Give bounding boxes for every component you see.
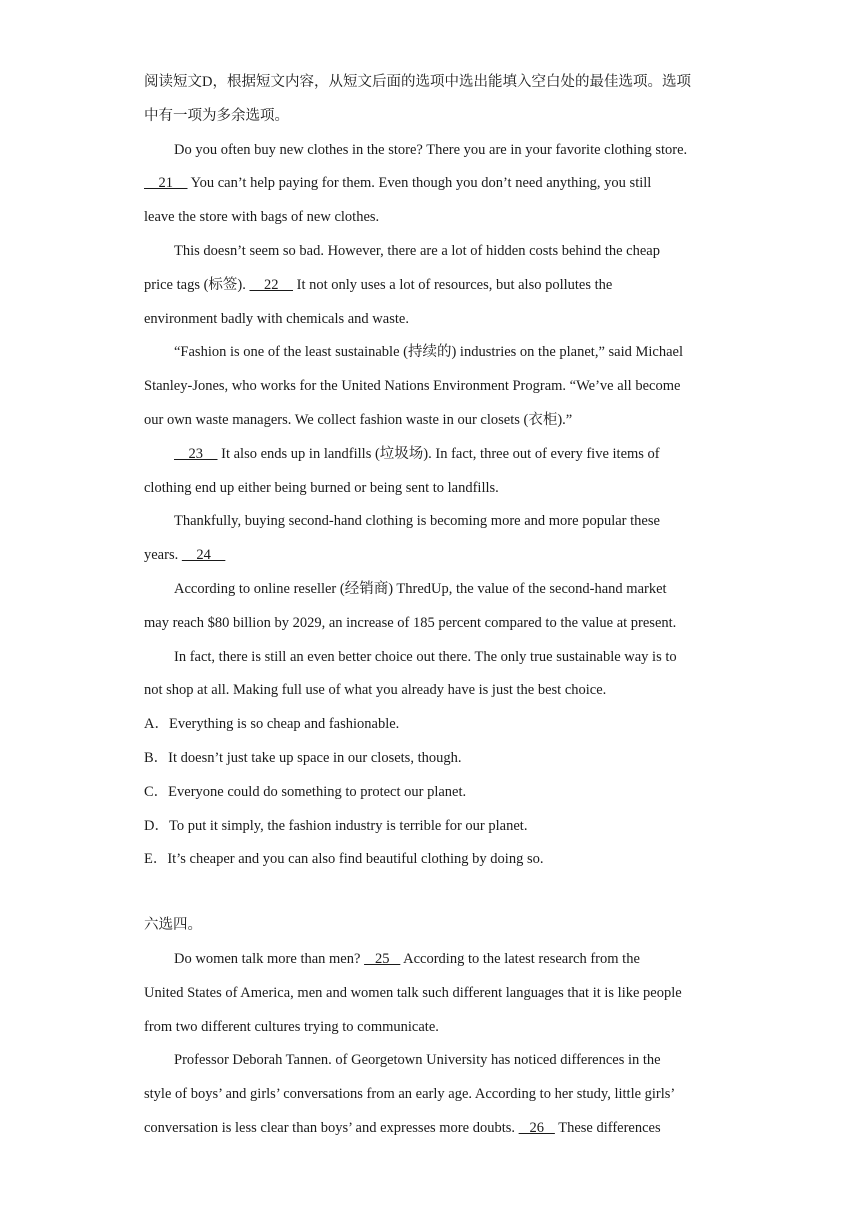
blank-24[interactable]: 24: [181, 547, 226, 564]
paragraph-4: [144, 438, 724, 506]
text-line: [144, 539, 724, 573]
option-a[interactable]: A．Everything is so cheap and fashionable.: [144, 716, 400, 733]
paragraph-6: [144, 573, 724, 641]
instructions: [144, 66, 724, 134]
text-line: environment badly with chemicals and waste.: [144, 310, 409, 327]
text-span: According to the latest research from the: [400, 950, 640, 967]
document-page: [144, 66, 724, 1146]
text-line: Professor Deborah Tannen. of Georgetown University has noticed differences in the: [174, 1052, 661, 1069]
paragraph-5: [144, 505, 724, 573]
text-span: Do women talk more than men?: [174, 950, 365, 967]
blank-22[interactable]: 22: [249, 276, 293, 293]
instruction-line: 阅读短文D，根据短文内容，从短文后面的选项中选出能填入空白处的最佳选项。选项: [144, 74, 691, 90]
paragraph-7: [144, 641, 724, 709]
text-span: You can’t help paying for them. Even though you don’t need anything, you still: [187, 175, 652, 192]
text-span: conversation is less clear than boys’ and expresses more doubts.: [144, 1119, 519, 1136]
text-line: [144, 438, 724, 472]
paragraph-2: [144, 235, 724, 336]
text-line: [144, 269, 724, 303]
text-line: not shop at all. Making full use of what you already have is just the best choice.: [144, 682, 607, 699]
text-line: our own waste managers. We collect fashion waste in our closets (衣柜).”: [144, 411, 573, 428]
option-d[interactable]: D．To put it simply, the fashion industry is terrible for our planet.: [144, 817, 528, 834]
text-line: [144, 943, 724, 977]
text-line: [144, 167, 724, 201]
option-b[interactable]: B．It doesn’t just take up space in our closets, though.: [144, 749, 462, 766]
text-span: These differences: [554, 1119, 661, 1136]
text-line: “Fashion is one of the least sustainable (持续的) industries on the planet,” said Michael: [174, 344, 683, 361]
paragraph-1: [144, 134, 724, 235]
options-list: [144, 708, 724, 877]
option-c[interactable]: C．Everyone could do something to protect our planet.: [144, 783, 467, 800]
text-line: may reach $80 billion by 2029, an increase of 185 percent compared to the value at present.: [144, 614, 677, 631]
text-line: According to online reseller (经销商) ThredUp, the value of the second-hand market: [174, 580, 667, 597]
section-heading: 六选四。: [144, 917, 202, 934]
paragraph-8: [144, 943, 724, 1044]
text-line: style of boys’ and girls’ conversations from an early age. According to her study, little girls’: [144, 1086, 676, 1103]
text-line: [144, 1112, 724, 1146]
section-spacer: [144, 877, 724, 909]
text-line: United States of America, men and women talk such different languages that it is like people: [144, 984, 682, 1001]
text-line: leave the store with bags of new clothes.: [144, 209, 380, 226]
text-span: It also ends up in landfills (垃圾场). In fact, three out of every five items of: [217, 445, 660, 462]
text-span: It not only uses a lot of resources, but also pollutes the: [293, 276, 613, 293]
text-line: from two different cultures trying to communicate.: [144, 1018, 439, 1035]
instruction-line: 中有一项为多余选项。: [144, 107, 289, 124]
text-line: Do you often buy new clothes in the store? There you are in your favorite clothing store.: [174, 141, 688, 158]
paragraph-9: [144, 1044, 724, 1145]
paragraph-3: [144, 336, 724, 437]
text-line: This doesn’t seem so bad. However, there are a lot of hidden costs behind the cheap: [174, 242, 660, 259]
text-line: Stanley-Jones, who works for the United Nations Environment Program. “We’ve all become: [144, 378, 681, 395]
text-line: In fact, there is still an even better choice out there. The only true sustainable way is to: [174, 648, 677, 665]
blank-21[interactable]: 21: [144, 175, 188, 192]
blank-26[interactable]: 26: [518, 1119, 555, 1136]
text-line: Thankfully, buying second-hand clothing is becoming more and more popular these: [174, 513, 660, 530]
blank-23[interactable]: 23: [174, 445, 218, 462]
text-line: clothing end up either being burned or being sent to landfills.: [144, 479, 499, 496]
option-e[interactable]: E．It’s cheaper and you can also find beautiful clothing by doing so.: [144, 851, 544, 868]
blank-25[interactable]: 25: [364, 950, 401, 967]
text-span: years.: [144, 547, 182, 564]
text-span: price tags (标签).: [144, 276, 250, 293]
